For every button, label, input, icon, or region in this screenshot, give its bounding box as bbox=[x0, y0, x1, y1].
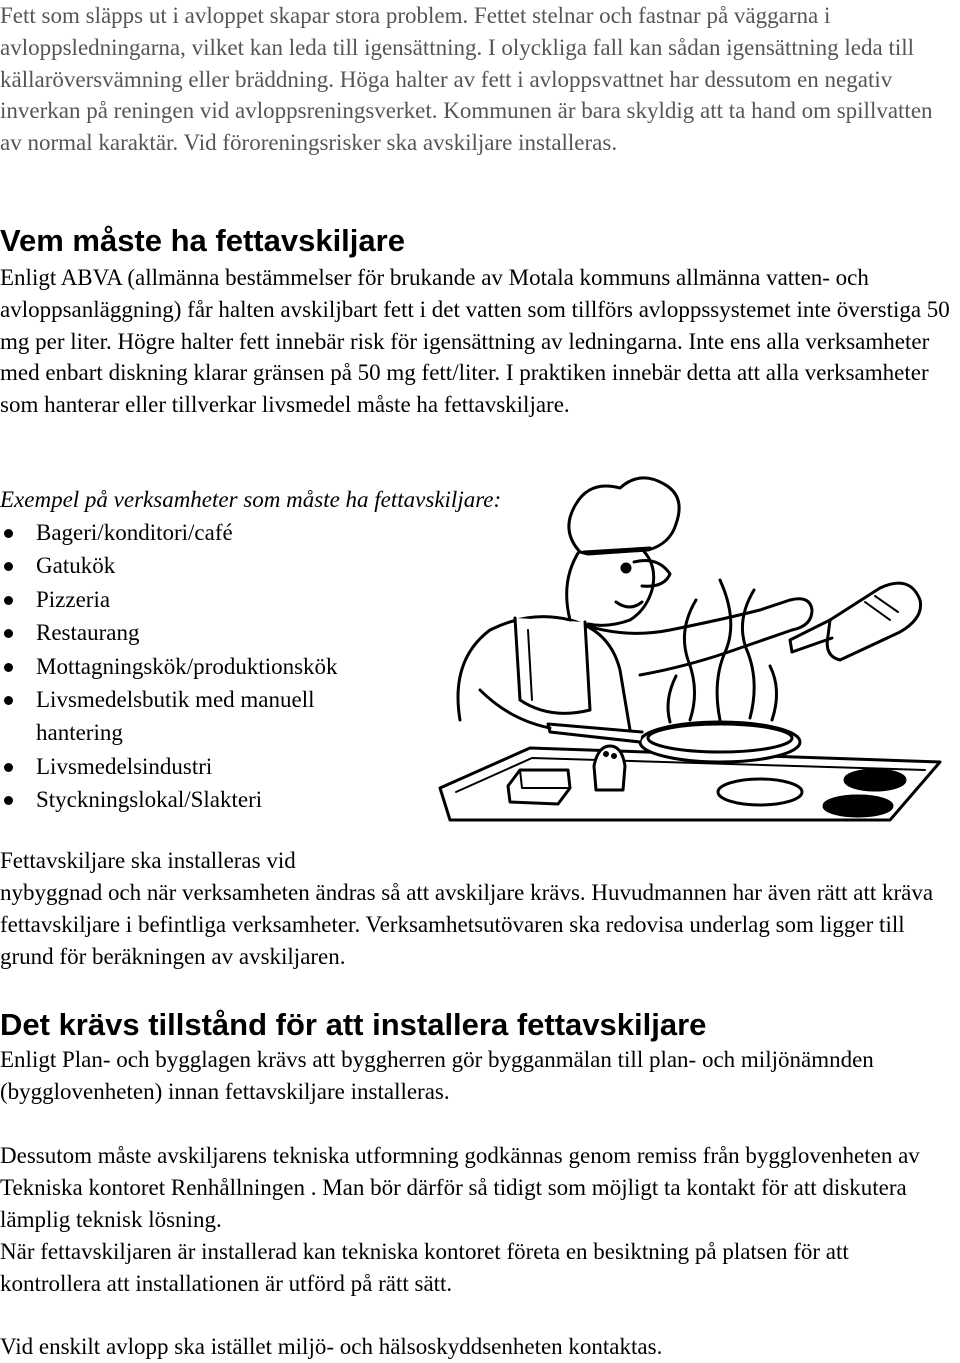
bullet-icon bbox=[4, 562, 13, 571]
section2-paragraph-3: När fettavskiljaren är installerad kan tekniska kontoret företa en besiktning på platsen för att kontrollera att installationen är utförd på rätt sätt. bbox=[0, 1239, 849, 1296]
list-item: Livsmedelsindustri bbox=[0, 750, 400, 783]
list-item: Styckningslokal/Slakteri bbox=[0, 783, 400, 816]
bullet-icon bbox=[4, 529, 13, 538]
section2-paragraph-2: Dessutom måste avskiljarens tekniska utformning godkännas genom remiss från bygglovenheten av Tekniska kontoret Renhållningen . Man bör därför så tidigt som möjligt ta kontakt för att diskutera lämplig teknisk lösning. bbox=[0, 1143, 920, 1232]
section2-paragraph-4: Vid enskilt avlopp ska istället miljö- och hälsoskyddsenheten kontaktas. bbox=[0, 1334, 663, 1359]
heading-who-needs-grease-trap: Vem måste ha fettavskiljare bbox=[0, 223, 405, 258]
list-item: Pizzeria bbox=[0, 583, 400, 616]
install-body: nybyggnad och när verksamheten ändras så att avskiljare krävs. Huvudmannen har även rätt att kräva fettavskiljare i befintliga verksamheter. Verksamhetsutövaren ska redovisa underlag som ligger till grund för beräkningen av avskiljaren. bbox=[0, 880, 934, 969]
bullet-icon bbox=[4, 796, 13, 805]
bullet-icon bbox=[4, 596, 13, 605]
bullet-icon bbox=[4, 629, 13, 638]
list-item: Bageri/konditori/café bbox=[0, 516, 400, 549]
section1-body: Enligt ABVA (allmänna bestämmelser för brukande av Motala kommuns allmänna vatten- och avloppsanläggning) får halten avskiljbart fett i det vatten som tillförs avloppssystemet inte överstiga 50 mg per liter. Högre halter fett innebär risk för igensättning av ledningarna. Inte ens alla verksamheter med enbart diskning klarar gränsen på 50 mg fett/liter. I praktiken innebär detta att alla verksamheter som hanterar eller tillverkar livsmedel måste ha fettavskiljare. bbox=[0, 265, 950, 418]
list-item: Livsmedelsbutik med manuell hantering bbox=[0, 683, 366, 750]
list-item: Gatukök bbox=[0, 549, 400, 582]
install-intro-line: Fettavskiljare ska installeras vid bbox=[0, 848, 296, 873]
examples-list bbox=[0, 516, 400, 817]
list-item: Mottagningskök/produktionskök bbox=[0, 650, 400, 683]
bullet-icon bbox=[4, 696, 13, 705]
chef-cooking-illustration-icon bbox=[420, 470, 960, 830]
heading-permit-required: Det krävs tillstånd för att installera fettavskiljare bbox=[0, 1007, 707, 1042]
examples-title: Exempel på verksamheter som måste ha fettavskiljare: bbox=[0, 487, 502, 512]
section2-paragraph-1: Enligt Plan- och bygglagen krävs att byggherren gör bygganmälan till plan- och miljönämnden (bygglovenheten) innan fettavskiljare installeras. bbox=[0, 1047, 874, 1104]
list-item: Restaurang bbox=[0, 616, 400, 649]
bullet-icon bbox=[4, 663, 13, 672]
intro-paragraph: Fett som släpps ut i avloppet skapar stora problem. Fettet stelnar och fastnar på väggarna i avloppsledningarna, vilket kan leda till igensättning. I olyckliga fall kan sådan igensättning leda till källaröversvämning eller bräddning. Höga halter av fett i avloppsvattnet har dessutom en negativ inverkan på reningen vid avloppsreningsverket. Kommunen är bara skyldig att ta hand om spillvatten av normal karaktär. Vid föroreningsrisker ska avskiljare installeras. bbox=[0, 3, 933, 156]
bullet-icon bbox=[4, 763, 13, 772]
